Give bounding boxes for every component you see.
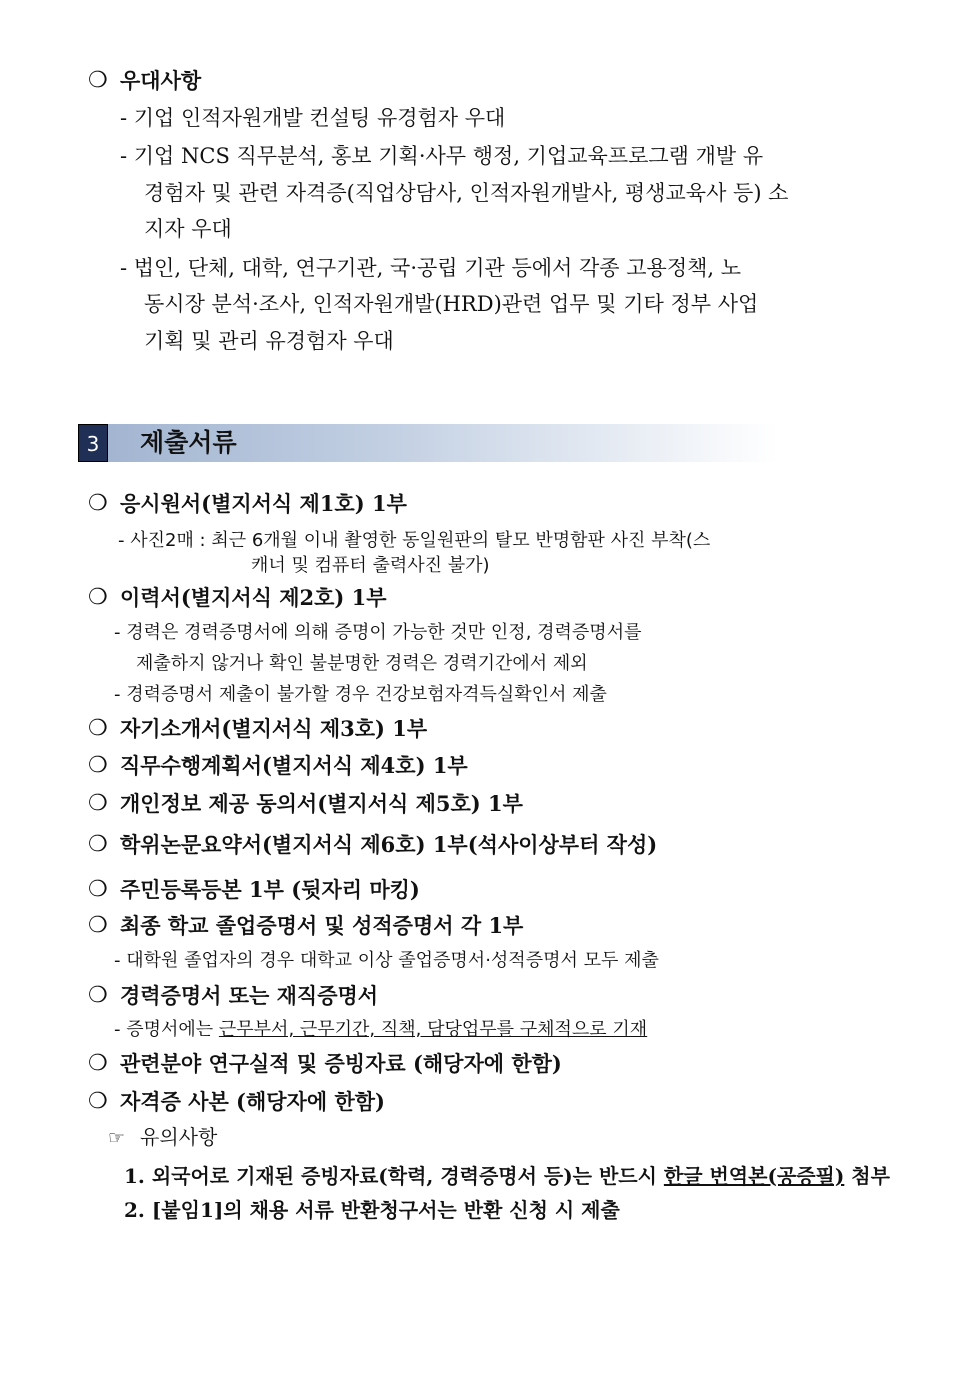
bullet-circle: ❍ [88,585,108,610]
doc-employment-note-emphasis: 근무부서, 근무기간, 직책, 담당업무를 구체적으로 기재 [218,1019,648,1040]
bullet-circle: ❍ [88,491,108,516]
doc-employment-note [114,1018,647,1042]
preference-item-continued: 경험자 및 관련 자격증(직업상담사, 인적자원개발사, 평생교육사 등) 소 [144,181,789,205]
note-1-emphasis: 한글 번역본(공증필) [663,1164,845,1188]
doc-resume-note-continued: 제출하지 않거나 확인 불분명한 경력은 경력기간에서 제외 [136,653,588,674]
preferences-heading: 우대사항 [120,68,202,93]
pointing-hand-icon: ☞ [108,1127,126,1149]
preference-item: - 법인, 단체, 대학, 연구기관, 국·공립 기관 등에서 각종 고용정책, 노 [120,256,742,280]
doc-resident-registration: 주민등록등본 1부 (뒷자리 마킹) [120,877,420,902]
doc-diploma: 최종 학교 졸업증명서 및 성적증명서 각 1부 [120,913,524,938]
doc-application-note: - 사진2매 : 최근 6개월 이내 촬영한 동일원판의 탈모 반명함판 사진 부착(스 [118,530,711,551]
doc-employment-certificate: 경력증명서 또는 재직증명서 [120,983,379,1008]
doc-job-plan: 직무수행계획서(별지서식 제4호) 1부 [120,753,468,778]
preference-item-continued: 지자 우대 [144,217,232,241]
note-1-prefix: 1. 외국어로 기재된 증빙자료(학력, 경력증명서 등)는 반드시 [124,1164,664,1188]
note-1 [124,1163,890,1189]
bullet-circle: ❍ [88,877,108,902]
doc-privacy-consent: 개인정보 제공 동의서(별지서식 제5호) 1부 [120,791,523,816]
bullet-circle: ❍ [88,983,108,1008]
section-number: 3 [78,424,108,462]
bullet-circle: ❍ [88,753,108,778]
doc-resume-note: - 경력증명서 제출이 불가할 경우 건강보험자격득실확인서 제출 [114,684,607,705]
bullet-circle: ❍ [88,1089,108,1114]
preference-item: - 기업 인적자원개발 컨설팅 유경험자 우대 [120,106,506,130]
preference-item-continued: 동시장 분석·조사, 인적자원개발(HRD)관련 업무 및 기타 정부 사업 [144,292,759,316]
bullet-circle: ❍ [88,68,108,93]
doc-application: 응시원서(별지서식 제1호) 1부 [120,491,407,516]
doc-resume-note: - 경력은 경력증명서에 의해 증명이 가능한 것만 인정, 경력증명서를 [114,622,642,643]
bullet-circle: ❍ [88,791,108,816]
doc-resume: 이력서(별지서식 제2호) 1부 [120,585,387,610]
note-1-suffix: 첨부 [844,1164,890,1188]
doc-self-intro: 자기소개서(별지서식 제3호) 1부 [120,716,428,741]
preference-item: - 기업 NCS 직무분석, 홍보 기획·사무 행정, 기업교육프로그램 개발 유 [120,144,764,168]
notes-heading: 유의사항 [140,1125,218,1149]
doc-diploma-note: - 대학원 졸업자의 경우 대학교 이상 졸업증명서·성적증명서 모두 제출 [114,950,659,971]
section-title: 제출서류 [140,428,237,457]
bullet-circle: ❍ [88,832,108,857]
bullet-circle: ❍ [88,716,108,741]
bullet-circle: ❍ [88,1051,108,1076]
bullet-circle: ❍ [88,913,108,938]
doc-application-note-continued: 캐너 및 컴퓨터 출력사진 불가) [251,555,490,576]
doc-research-evidence: 관련분야 연구실적 및 증빙자료 (해당자에 한함) [120,1051,562,1076]
doc-license-copy: 자격증 사본 (해당자에 한함) [120,1089,385,1114]
doc-employment-note-prefix: - 증명서에는 [114,1019,219,1040]
doc-thesis-summary: 학위논문요약서(별지서식 제6호) 1부(석사이상부터 작성) [120,832,658,857]
preference-item-continued: 기획 및 관리 유경험자 우대 [144,329,394,353]
note-2: 2. [붙임1]의 채용 서류 반환청구서는 반환 신청 시 제출 [124,1198,620,1222]
